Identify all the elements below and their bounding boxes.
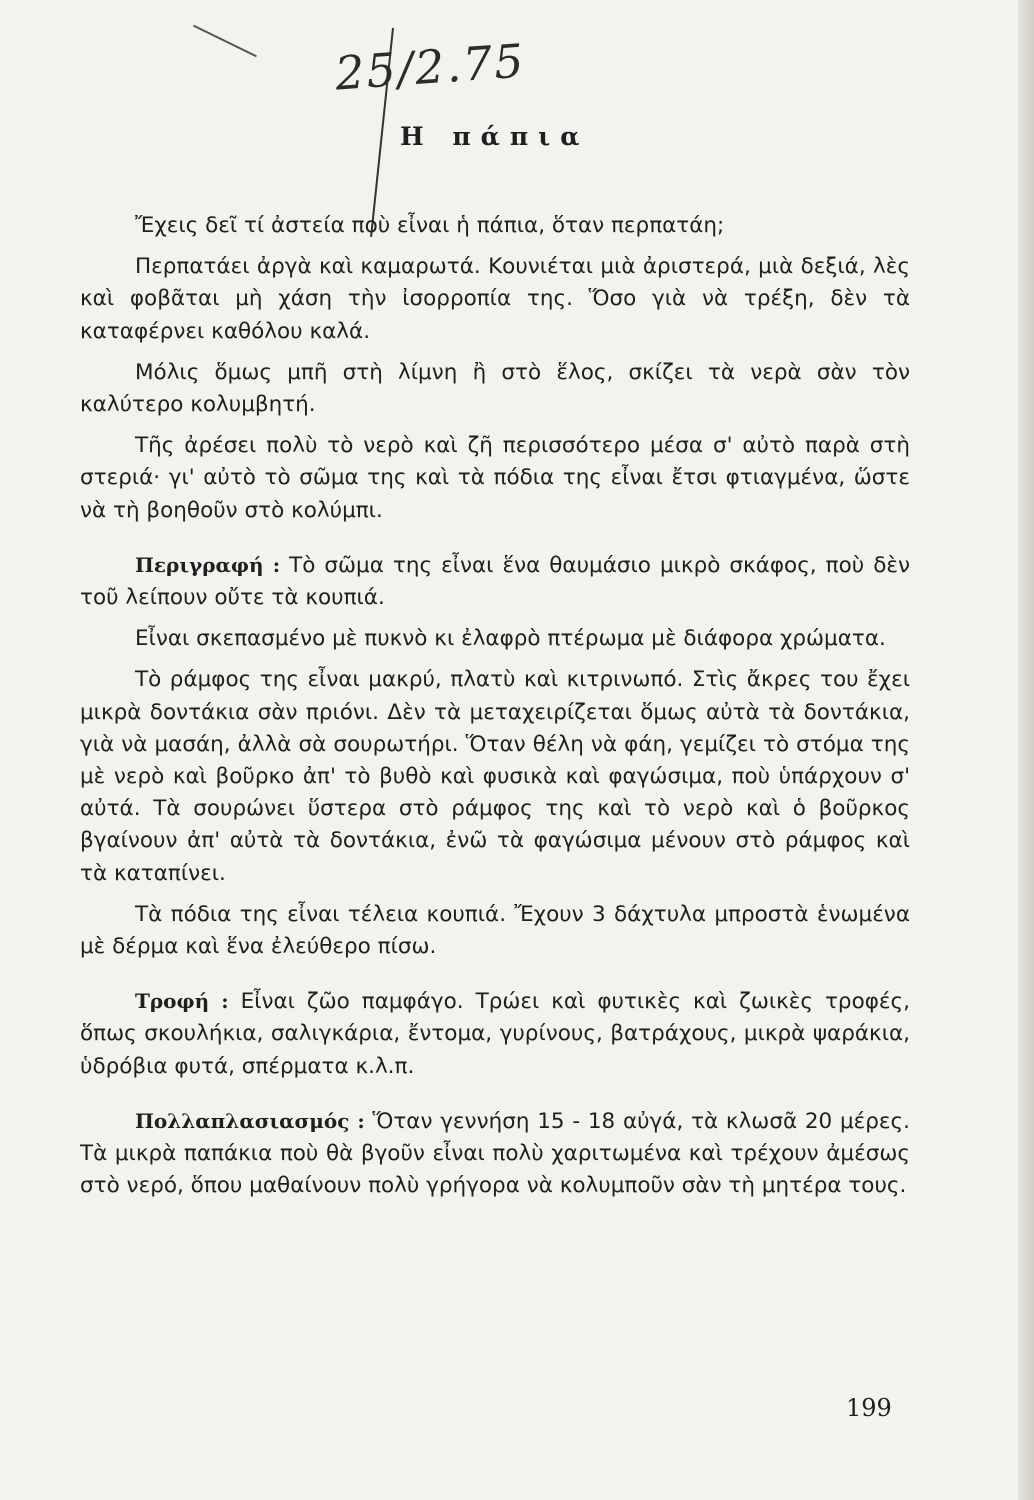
paragraph: Εἶναι σκεπασμένο μὲ πυκνὸ κι ἐλαφρὸ πτέρωμα μὲ διάφορα χρώματα. [135,626,886,652]
paragraph-reproduction [80,1105,910,1203]
paragraph: Τῆς ἀρέσει πολὺ τὸ νερὸ καὶ ζῆ περισσότερο μέσα σ' αὐτὸ παρὰ στὴ στεριά· γι' αὐτὸ τὸ σῶμα της καὶ τὰ πόδια της εἶναι ἔτσι φτιαγμένα, ὥστε νὰ τὴ βοηθοῦν στὸ κολύμπι. [80,433,910,523]
section-label: Τροφή : [135,989,229,1014]
paragraph: Ἔχεις δεῖ τί ἀστεία ποὺ εἶναι ἡ πάπια, ὅταν περπατάη; [135,213,725,238]
paragraph-text: Τὸ σῶμα της εἶναι ἕνα θαυμάσιο μικρὸ σκάφος, ποὺ δὲν τοῦ λείπουν οὔτε τὰ κουπιά. [80,552,910,611]
page-edge [1018,0,1034,1500]
handwritten-date: 25/2.75 [333,33,528,101]
pen-mark [193,25,257,57]
document-body [80,210,910,1211]
paragraph-description [80,549,910,614]
paragraph: Μόλις ὅμως μπῆ στὴ λίμνη ἢ στὸ ἕλος, σκίζει τὰ νερὰ σὰν τὸν καλύτερο κολυμβητή. [80,359,910,418]
paragraph-food [80,985,910,1083]
paragraph: Τὰ πόδια της εἶναι τέλεια κουπιά. Ἔχουν 3 δάχτυλα μπροστὰ ἑνωμένα μὲ δέρμα καὶ ἕνα ἐλεύθερο πίσω. [80,901,910,960]
section-label: Πολλαπλασιασμός : [135,1108,365,1133]
page-number: 199 [846,1394,892,1422]
paragraph: Περπατάει ἀργὰ καὶ καμαρωτά. Κουνιέται μιὰ ἀριστερά, μιὰ δεξιά, λὲς καὶ φοβᾶται μὴ χάση τὴν ἰσορροπία της. Ὅσο γιὰ νὰ τρέξη, δὲν τὰ καταφέρνει καθόλου καλά. [80,254,910,344]
page-title: Η πάπια [400,122,590,151]
section-label: Περιγραφή : [135,552,281,577]
paragraph-text: Εἶναι ζῶο παμφάγο. Τρώει καὶ φυτικὲς καὶ ζωικὲς τροφές, ὅπως σκουλήκια, σαλιγκάρια, ἔντομα, γυρίνους, βατράχους, μικρὰ ψαράκια, ὑδρόβια φυτά, σπέρματα κ.λ.π. [80,989,910,1079]
paragraph: Τὸ ράμφος της εἶναι μακρύ, πλατὺ καὶ κιτρινωπό. Στὶς ἄκρες του ἔχει μικρὰ δοντάκια σὰν πριόνι. Δὲν τὰ μεταχειρίζεται ὅμως αὐτὰ τὰ δοντάκια, γιὰ νὰ μασάη, ἀλλὰ σὰ σουρωτήρι. Ὅταν θέλη νὰ φάη, γεμίζει τὸ στόμα της μὲ νερὸ καὶ βοῦρκο ἀπ' τὸ βυθὸ καὶ φυσικὰ καὶ φαγώσιμα, ποὺ ὑπάρχουν σ' αὐτά. Τὰ σουρώνει ὕστερα στὸ ράμφος της καὶ τὸ νερὸ καὶ ὁ βοῦρκος βγαίνουν ἀπ' αὐτὰ τὰ δοντάκια, ἐνῶ τὰ φαγώσιμα μένουν στὸ ράμφος καὶ τὰ καταπίνει. [80,667,910,886]
paragraph-text: Ὅταν γεννήση 15 - 18 αὐγά, τὰ κλωσᾶ 20 μέρες. Τὰ μικρὰ παπάκια ποὺ θὰ βγοῦν εἶναι πολὺ χαριτωμένα καὶ τρέχουν ἀμέσως στὸ νερό, ὅπου μαθαίνουν πολὺ γρήγορα νὰ κολυμποῦν σὰν τὴ μητέρα τους. [80,1108,911,1199]
